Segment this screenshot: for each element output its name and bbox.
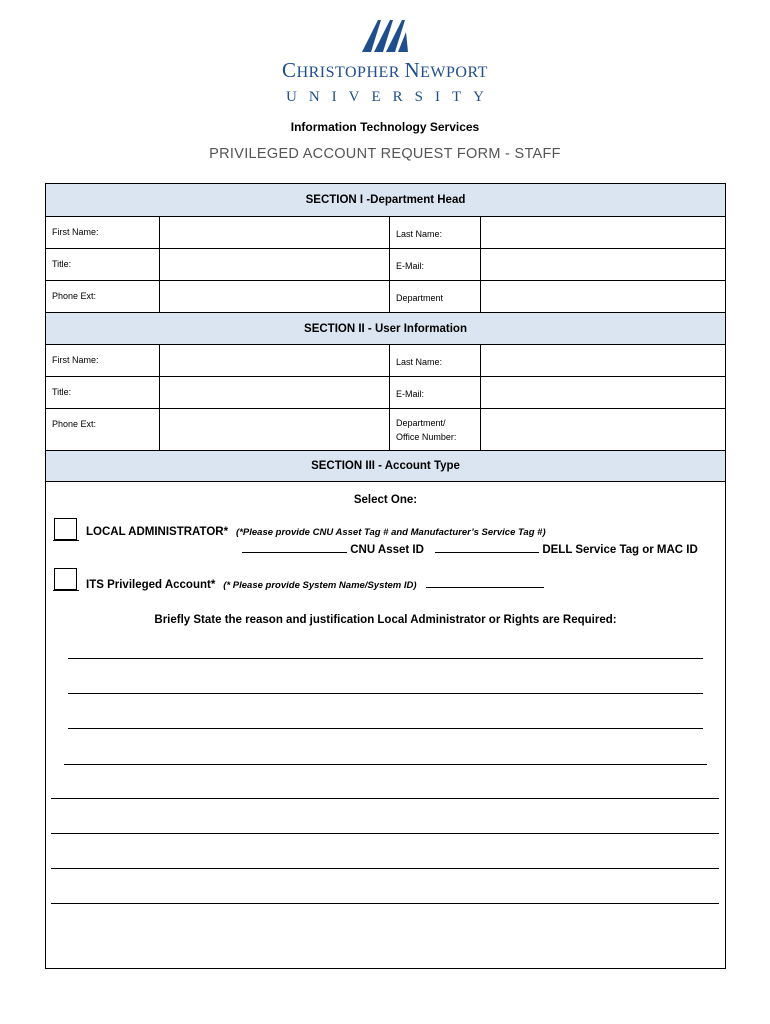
reason-line-8[interactable] — [51, 903, 719, 904]
dept-head-department-field[interactable] — [481, 281, 725, 312]
department-name: Information Technology Services — [290, 120, 480, 134]
checkbox-underline — [53, 590, 79, 591]
reason-line-1[interactable] — [68, 658, 703, 659]
reason-line-6[interactable] — [51, 833, 719, 834]
field-label: Title: — [46, 249, 160, 280]
checkbox-underline — [53, 540, 79, 541]
asset-id-line: CNU Asset ID DELL Service Tag or MAC ID — [242, 543, 698, 556]
logo-university: UNIVERSITY — [286, 89, 496, 105]
field-label: Phone Ext: — [46, 409, 160, 450]
reason-line-3[interactable] — [68, 728, 703, 729]
reason-line-7[interactable] — [51, 868, 719, 869]
field-label: Department/ Office Number: — [390, 409, 481, 450]
user-first-name-field[interactable] — [160, 345, 390, 376]
field-label: E-Mail: — [390, 249, 481, 280]
table-row — [46, 377, 725, 409]
reason-line-4[interactable] — [64, 764, 707, 765]
table-row — [46, 281, 725, 313]
logo-wordmark: CHRISTOPHER NEWPORT — [282, 58, 488, 82]
table-row — [46, 409, 725, 451]
field-label: Title: — [46, 377, 160, 408]
system-id-field[interactable] — [426, 578, 544, 588]
field-label: Last Name: — [390, 345, 481, 376]
field-label: Department — [390, 281, 481, 312]
dept-head-last-name-field[interactable] — [481, 217, 725, 248]
dept-head-title-field[interactable] — [160, 249, 390, 280]
user-last-name-field[interactable] — [481, 345, 725, 376]
reason-prompt: Briefly State the reason and justification Local Administrator or Rights are Required: — [154, 614, 617, 626]
sails-logo-icon — [360, 18, 410, 54]
field-label: Phone Ext: — [46, 281, 160, 312]
select-one-label: Select One: — [353, 494, 418, 506]
section-2-header: SECTION II - User Information — [46, 313, 725, 345]
service-tag-field[interactable] — [435, 543, 539, 553]
field-label: First Name: — [46, 217, 160, 248]
user-phone-field[interactable] — [160, 409, 390, 450]
table-row — [46, 345, 725, 377]
reason-line-5[interactable] — [51, 798, 719, 799]
field-label: First Name: — [46, 345, 160, 376]
reason-line-2[interactable] — [68, 693, 703, 694]
its-privileged-checkbox[interactable] — [54, 568, 77, 590]
account-type-section — [46, 482, 725, 968]
dept-head-phone-field[interactable] — [160, 281, 390, 312]
cnu-asset-id-field[interactable] — [242, 543, 347, 553]
section-3-header: SECTION III - Account Type — [46, 451, 725, 482]
user-office-number-field[interactable] — [481, 409, 725, 450]
dept-head-email-field[interactable] — [481, 249, 725, 280]
table-row — [46, 217, 725, 249]
form-title: PRIVILEGED ACCOUNT REQUEST FORM - STAFF — [209, 146, 561, 162]
dept-head-first-name-field[interactable] — [160, 217, 390, 248]
local-admin-option: LOCAL ADMINISTRATOR* (*Please provide CNU Asset Tag # and Manufacturer’s Service Tag #) — [86, 526, 546, 538]
section-1-header: SECTION I -Department Head — [46, 184, 725, 217]
university-logo — [0, 18, 770, 106]
request-form — [45, 183, 726, 969]
table-row — [46, 249, 725, 281]
its-privileged-option: ITS Privileged Account* (* Please provide System Name/System ID) — [86, 578, 544, 591]
field-label: Last Name: — [390, 217, 481, 248]
local-admin-checkbox[interactable] — [54, 518, 77, 540]
user-title-field[interactable] — [160, 377, 390, 408]
user-email-field[interactable] — [481, 377, 725, 408]
field-label: E-Mail: — [390, 377, 481, 408]
